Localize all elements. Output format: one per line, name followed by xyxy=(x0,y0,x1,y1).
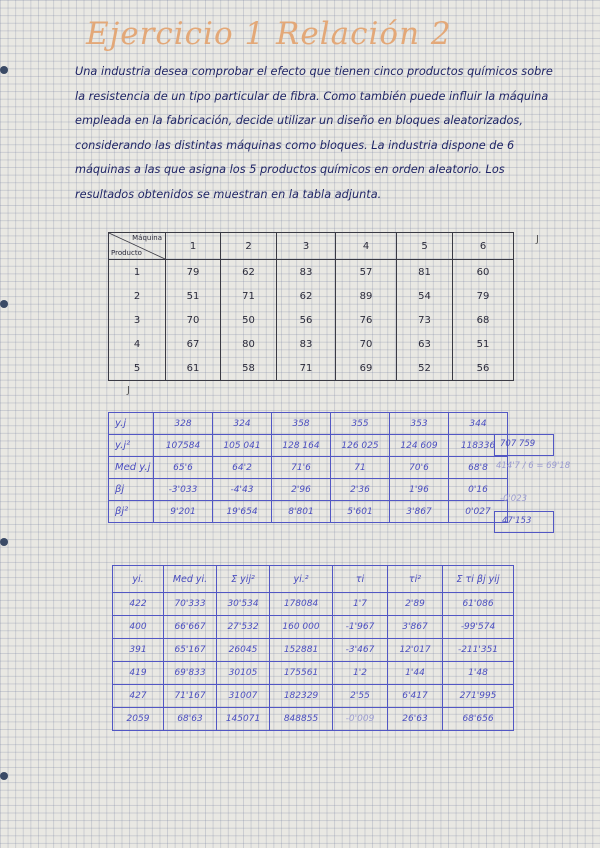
table-cell: 65'167 xyxy=(164,639,217,662)
table-cell: 51 xyxy=(453,332,514,356)
table-cell: 68'8 xyxy=(449,457,508,479)
table-cell: 12'017 xyxy=(388,639,443,662)
table-cell: 71'167 xyxy=(164,685,217,708)
table-cell: 66'667 xyxy=(164,616,217,639)
table-cell: 57 xyxy=(336,260,397,285)
table-row xyxy=(113,685,514,708)
column-stats-table xyxy=(108,412,508,523)
table-cell: 70'333 xyxy=(164,593,217,616)
table-cell: 105 041 xyxy=(213,435,272,457)
table-cell: 1'48 xyxy=(443,662,514,685)
table-cell: 118336 xyxy=(449,435,508,457)
column-header: 4 xyxy=(336,233,397,260)
table-cell: 31007 xyxy=(217,685,270,708)
table-cell: 152881 xyxy=(270,639,333,662)
table-cell: -99'574 xyxy=(443,616,514,639)
table-cell: 70 xyxy=(336,332,397,356)
table-cell: 19'654 xyxy=(213,501,272,523)
column-header: yi. xyxy=(113,566,164,593)
table-cell: 1'7 xyxy=(333,593,388,616)
column-header: Σ yij² xyxy=(217,566,270,593)
problem-statement: Una industria desea comprobar el efecto que tienen cinco productos químicos sobre la resistencia de un tipo particular de fibra. Como también puede influir la máquina empleada en la fabricación, decide utilizar un diseño en bloques aleatorizados, considerando las distintas máquinas como bloques. La industria dispone de 6 máquinas a las que asigna los 5 productos químicos en orden aleatorio. Los resultados obtenidos se muestran en la tabla adjunta. xyxy=(75,65,553,201)
table-cell: 68'656 xyxy=(443,708,514,731)
table-cell: 67 xyxy=(166,332,221,356)
margin-mark: J xyxy=(536,234,539,245)
table-cell: 73 xyxy=(397,308,453,332)
table-cell: 52 xyxy=(397,356,453,381)
table-header-row xyxy=(113,566,514,593)
row-label: 3 xyxy=(109,308,166,332)
row-label: 4 xyxy=(109,332,166,356)
table-cell: 178084 xyxy=(270,593,333,616)
table-cell: 107584 xyxy=(154,435,213,457)
table-cell: 8'801 xyxy=(272,501,331,523)
column-header: τi² xyxy=(388,566,443,593)
table-cell: 2'36 xyxy=(331,479,390,501)
table-row xyxy=(113,639,514,662)
table-cell: 30'534 xyxy=(217,593,270,616)
row-label: 5 xyxy=(109,356,166,381)
table-cell: 2'55 xyxy=(333,685,388,708)
column-header: yi.² xyxy=(270,566,333,593)
data-table xyxy=(108,232,514,381)
margin-mark: J xyxy=(127,385,130,396)
table-cell: 64'2 xyxy=(213,457,272,479)
corner-label-machine: Máquina xyxy=(132,234,162,242)
table-cell: 71 xyxy=(277,356,336,381)
table-cell: 3'867 xyxy=(388,616,443,639)
table-cell: 182329 xyxy=(270,685,333,708)
table-cell: 60 xyxy=(453,260,514,285)
table-cell: 5'601 xyxy=(331,501,390,523)
table-row xyxy=(109,435,508,457)
table-cell: 62 xyxy=(221,260,277,285)
table-cell: -3'467 xyxy=(333,639,388,662)
table-cell: -1'967 xyxy=(333,616,388,639)
table-cell: 83 xyxy=(277,332,336,356)
table-cell: 30105 xyxy=(217,662,270,685)
table-cell: 79 xyxy=(166,260,221,285)
table-cell: 71 xyxy=(331,457,390,479)
table-cell: 344 xyxy=(449,413,508,435)
table-cell: 160 000 xyxy=(270,616,333,639)
table-cell: -4'43 xyxy=(213,479,272,501)
table-cell: 419 xyxy=(113,662,164,685)
column-header: τi xyxy=(333,566,388,593)
table-cell: 126 025 xyxy=(331,435,390,457)
page-title: Ejercicio 1 Relación 2 xyxy=(86,16,452,52)
table-cell: 61 xyxy=(166,356,221,381)
table-cell: 355 xyxy=(331,413,390,435)
table-cell: 62 xyxy=(277,284,336,308)
table-cell: 56 xyxy=(277,308,336,332)
table-cell: 76 xyxy=(336,308,397,332)
table-cell: 358 xyxy=(272,413,331,435)
table-cell: 6'417 xyxy=(388,685,443,708)
table-cell: 324 xyxy=(213,413,272,435)
table-cell: 2'89 xyxy=(388,593,443,616)
column-header: 2 xyxy=(221,233,277,260)
beta-squared-sum: 47'153 xyxy=(502,516,532,526)
table-row xyxy=(109,284,514,308)
table-cell: 54 xyxy=(397,284,453,308)
table-cell: 848855 xyxy=(270,708,333,731)
column-header: 6 xyxy=(453,233,514,260)
table-cell: -211'351 xyxy=(443,639,514,662)
row-label: 2 xyxy=(109,284,166,308)
table-cell: 58 xyxy=(221,356,277,381)
table-cell: 271'995 xyxy=(443,685,514,708)
table-cell: 70 xyxy=(166,308,221,332)
table-row xyxy=(113,616,514,639)
table-cell: 128 164 xyxy=(272,435,331,457)
table-cell: 2059 xyxy=(113,708,164,731)
table-cell: 0'027 xyxy=(449,501,508,523)
table-cell: 3'867 xyxy=(390,501,449,523)
table-row xyxy=(113,593,514,616)
table-cell: 80 xyxy=(221,332,277,356)
table-row xyxy=(113,662,514,685)
table-cell: 81 xyxy=(397,260,453,285)
table-cell: 89 xyxy=(336,284,397,308)
table-cell: 79 xyxy=(453,284,514,308)
table-cell: 70'6 xyxy=(390,457,449,479)
row-label: y.j xyxy=(109,413,154,435)
table-row xyxy=(109,479,508,501)
table-cell: 63 xyxy=(397,332,453,356)
table-cell: 9'201 xyxy=(154,501,213,523)
table-cell: 50 xyxy=(221,308,277,332)
table-cell: 68 xyxy=(453,308,514,332)
table-cell: 2'96 xyxy=(272,479,331,501)
row-label: βj² xyxy=(109,501,154,523)
table-row xyxy=(109,413,508,435)
table-row xyxy=(109,356,514,381)
beta-sum: -0'023 xyxy=(500,494,528,504)
column-header: 5 xyxy=(397,233,453,260)
table-row xyxy=(109,260,514,285)
table-cell: 69 xyxy=(336,356,397,381)
table-cell: 26045 xyxy=(217,639,270,662)
table-cell: 328 xyxy=(154,413,213,435)
table-cell: 422 xyxy=(113,593,164,616)
table-cell: 26'63 xyxy=(388,708,443,731)
table-cell: 65'6 xyxy=(154,457,213,479)
table-cell: 1'2 xyxy=(333,662,388,685)
table-cell: 1'96 xyxy=(390,479,449,501)
table-row xyxy=(109,308,514,332)
table-cell: 56 xyxy=(453,356,514,381)
table-cell: -3'033 xyxy=(154,479,213,501)
total-sum-squares: 707 759 xyxy=(500,439,536,449)
table-cell: 71 xyxy=(221,284,277,308)
table-cell: 145071 xyxy=(217,708,270,731)
row-label: Med y.j xyxy=(109,457,154,479)
table-row xyxy=(109,501,508,523)
table-row xyxy=(109,332,514,356)
grand-mean-note: 414'7 / 6 = 69'18 xyxy=(496,461,571,471)
table-cell: 353 xyxy=(390,413,449,435)
table-cell: 400 xyxy=(113,616,164,639)
corner-label-product: Producto xyxy=(111,249,142,257)
column-header: Med yi. xyxy=(164,566,217,593)
table-cell: 51 xyxy=(166,284,221,308)
row-stats-table xyxy=(112,565,514,731)
table-cell: 391 xyxy=(113,639,164,662)
row-label: 1 xyxy=(109,260,166,285)
column-header: 1 xyxy=(166,233,221,260)
table-cell: -0'009 xyxy=(333,708,388,731)
table-cell: 69'833 xyxy=(164,662,217,685)
table-cell: 83 xyxy=(277,260,336,285)
table-cell: 61'086 xyxy=(443,593,514,616)
table-cell: 71'6 xyxy=(272,457,331,479)
table-cell: 124 609 xyxy=(390,435,449,457)
table-row-totals xyxy=(113,708,514,731)
column-header: 3 xyxy=(277,233,336,260)
table-cell: 27'532 xyxy=(217,616,270,639)
row-label: y.j² xyxy=(109,435,154,457)
table-cell: 68'63 xyxy=(164,708,217,731)
table-cell: 0'16 xyxy=(449,479,508,501)
corner-cell xyxy=(109,233,166,260)
table-row xyxy=(109,457,508,479)
table-cell: 427 xyxy=(113,685,164,708)
row-label: βj xyxy=(109,479,154,501)
table-cell: 175561 xyxy=(270,662,333,685)
table-cell: 1'44 xyxy=(388,662,443,685)
column-header: Σ τi βj yij xyxy=(443,566,514,593)
